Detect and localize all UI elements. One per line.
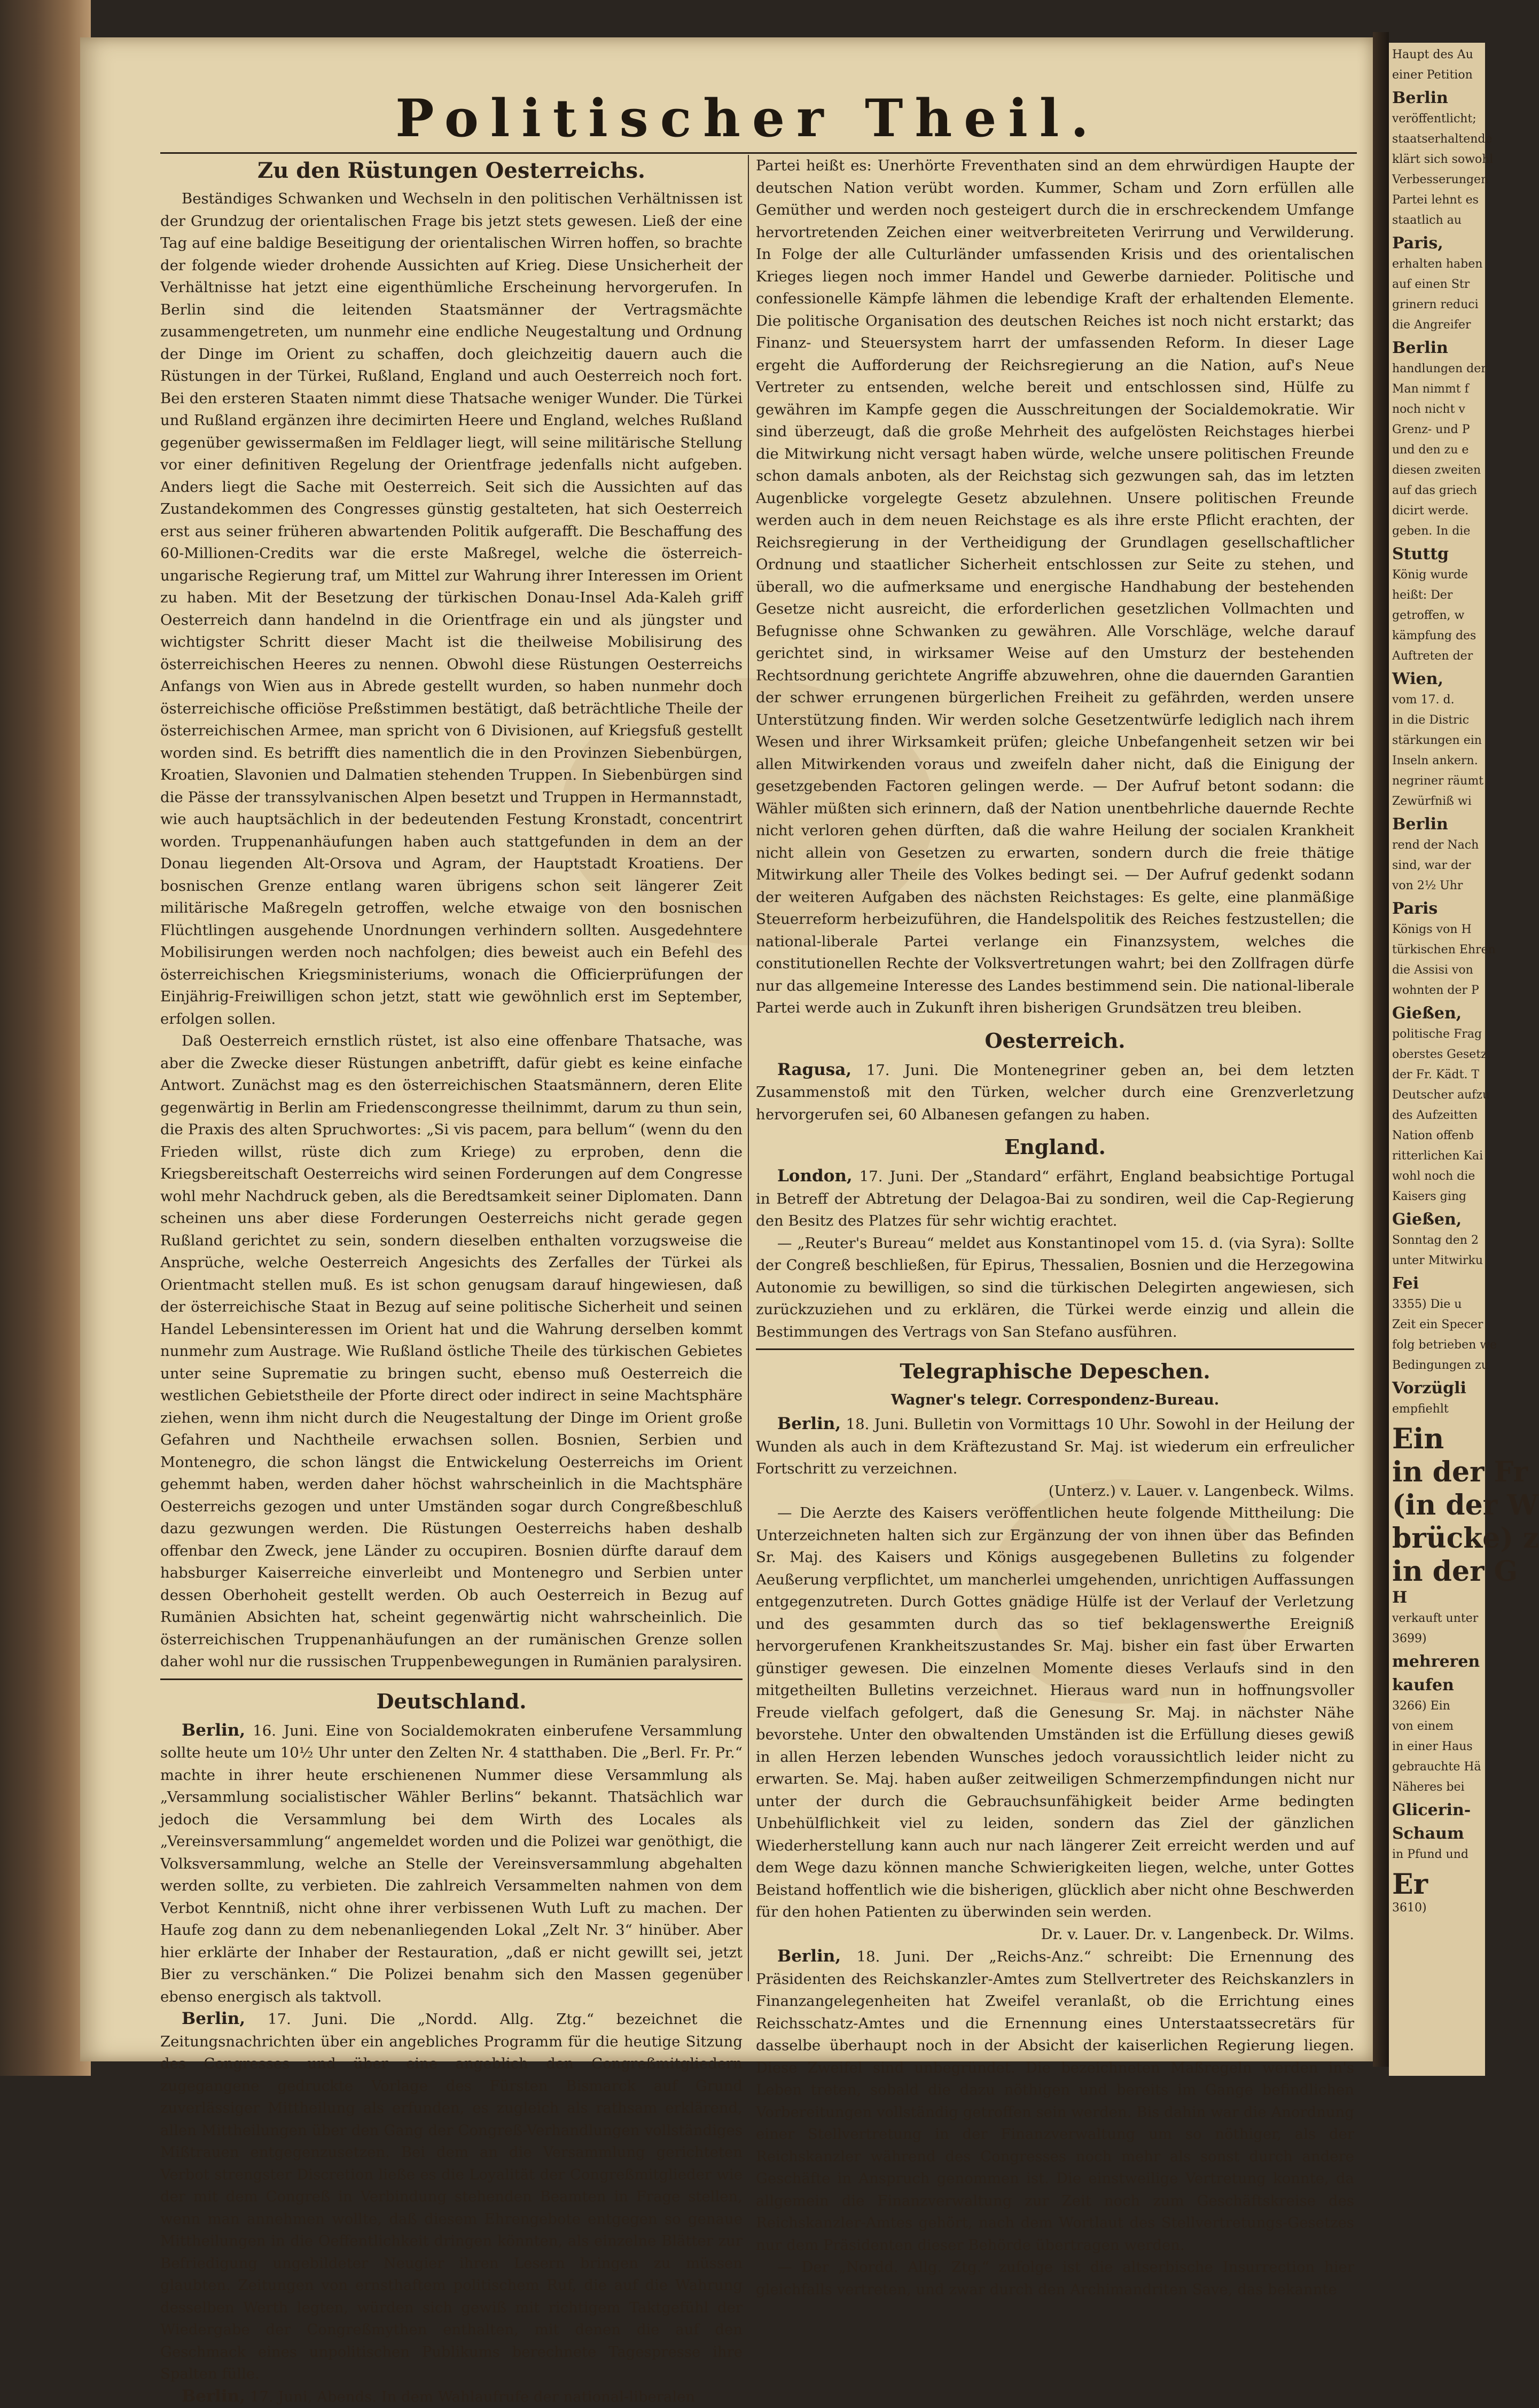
next-page-text: getroffen, w [1392,609,1464,622]
next-page-text: Zeit ein Specer [1392,1318,1483,1331]
news-text: 17. Juni. Die „Nordd. Allg. Ztg.“ bezeichnet die Zeitungsnachrichten über ein angebliches Programm für die heutige Sitzung des Congresses und über eine angeblich den Congreßmitgliedern zugegangene gedruckte Vorlage des Fürsten Bismarck auf Grund zuverlässiger Mittheilung als erfunden, es zugleich als rathsam erklärend, allen Mittheilungen über den Gang der Congreß-Verhandlungen vollständiges Mißtrauen entgegenzusetzen. Bei dem an die Versammlung gerichteten Verbot strengster Discretion ließe es die Loyalität der Congreßmitglieder wie der mit dem Congreß in Verbindung stehenden Beamten in Frage stellen, wenn man annehmen wollte, daß diesem Ehrengebote entgegen so genaue Mittheilungen in die Oeffentlichkeit dringen könnten, als einzelne Blätter zur Befriedigung ungebildeter Neugier ihren Lesern bringen zu müssen glaubten. Zeitungen von ernsthaftem politischem Ruf, die auf die Wahrung desselben Werth legten, würden sich gewiß mit richtigem Taktgefühl der Wiedergabe der Congreßmythen enthalten, mit denen die auf den Geschmack eines unpolitischen Publikums berechnete Tagespresse ihre Spalten fülle. [160,2011,743,2382]
next-page-text: Nation offenb [1392,1129,1474,1142]
next-page-text: gebrauchte Hä [1392,1760,1481,1774]
news-text: 16. Juni. Eine von Socialdemokraten einberufene Versammlung sollte heute um 10½ Uhr unter den Zelten Nr. 4 statthaben. Die „Berl. Fr. Pr.“ machte in ihrer heute erschienenen Nummer diese Versammlung als „Versammlung socialistischer Wähler Berlins“ bekannt. Thatsächlich war jedoch die Versammlung bei dem Wirth des Locales als „Vereinsversammlung“ angemeldet worden und die Polizei war genöthigt, die Volksversammlung, welche an Stelle der Vereinsversammlung abgehalten werden sollte, zu verbieten. Die zahlreich Versammelten nahmen von dem Verbot Kenntniß, nicht ohne ihrer verbissenen Wuth Luft zu machen. Der Haufe zog dann zu dem nebenanliegenden Lokal „Zelt Nr. 3“ hinüber. Aber hier erklärte der Inhaber der Restauration, „daß er nicht gewillt sei, jetzt Bier zu verschänken.“ Die Polizei benahm sich den Massen gegenüber ebenso energisch als taktvoll. [160,1722,743,2005]
next-page-text: Er [1392,1868,1428,1901]
next-page-text: Sonntag den 2 [1392,1234,1479,1247]
news-item [756,1946,1354,2256]
next-page-text: in der Fr [1392,1456,1528,1488]
next-page-text: wohnten der P [1392,984,1479,997]
next-page-text: (in der W [1392,1489,1538,1521]
dateline: Berlin, [777,1414,841,1433]
next-page-text: oberstes Gesetz. [1392,1048,1491,1061]
next-page-text: Haupt des Au [1392,48,1473,61]
next-page-text: einer Petition [1392,68,1473,82]
next-page-text: in Pfund und [1392,1848,1468,1861]
next-page-text: in die Distric [1392,713,1469,727]
next-page-text: geben. In die [1392,524,1470,538]
next-page-text: ritterlichen Kai [1392,1149,1483,1163]
adjacent-page-fragment [1389,43,1485,2076]
next-page-text: 3699) [1392,1632,1427,1645]
book-binding [0,0,91,2076]
next-page-text: mehreren [1392,1652,1480,1671]
dateline: Berlin, [182,2387,245,2406]
article-paragraph: Daß Oesterreich ernstlich rüstet, ist also eine offenbare Thatsache, was aber die Zwecke dieser Rüstungen anbetrifft, dafür giebt es keine einfache Antwort. Zunächst mag es den österreichischen Staatsmännern, deren Elite gegenwärtig in Berlin am Friedenscongresse theilnimmt, darum zu thun sein, die Praxis des alten Spruchwortes: „Si vis pacem, para bellum“ (wenn du den Frieden willst, rüste dich zum Kriege) zu erproben, denn die Kriegsbereitschaft Oesterreichs wird seinen Forderungen auf dem Congresse wohl mehr Nachdruck geben, als die Beredtsamkeit seiner Diplomaten. Dann scheinen uns aber diese Forderungen Oesterreichs nicht gerade gegen Rußland gerichtet zu sein, sondern dieselben enthalten vorzugsweise die Ansprüche, welche Oesterreich Angesichts des Zerfalles der Türkei als Orientmacht stellen muß. Es ist schon genugsam darauf hingewiesen, daß der österreichische Staat in Bezug auf seine politische Sicherheit und seinen Handel Lebensinteressen im Orient hat und die Wahrung derselben kommt nunmehr zum Austrage. Wie Rußland östliche Theile des türkischen Gebietes unter seine Suprematie zu bringen sucht, ebenso muß Oesterreich die westlichen Gebietstheile der Pforte direct oder indirect in seine Machtsphäre ziehen, wenn ihm nicht durch die Neugestaltung der Dinge im Orient große Gefahren und Nachtheile erwachsen sollen. Bosnien, Serbien und Montenegro, die schon längst die Entwickelung Oesterreichs im Orient gehemmt haben, werden daher höchst wahrscheinlich in die Machtsphäre Oesterreichs gezogen und unter Umständen sogar durch Congreßbeschluß dazu gezwungen werden. Die Rüstungen Oesterreichs haben deshalb offenbar den Zweck, jene Länder zu occupiren. Bosnien dürfte darauf dem habsburger Kaiserreiche einverleibt und Montenegro und Serbien unter dessen Oberhoheit gestellt werden. Ob auch Oesterreich in Bezug auf Rumänien Absichten hat, scheint gegenwärtig nicht wahrscheinlich. Die österreichischen Truppenanhäufungen an der rumänischen Grenze sollen daher wohl nur die russischen Truppenbewegungen in Rumänien paralysiren. [160,1030,743,1673]
next-page-text: brücke) z [1392,1522,1539,1555]
next-page-text: Paris [1392,899,1438,918]
next-page-text: Fei [1392,1274,1419,1293]
next-page-text: dicirt werde. [1392,504,1468,517]
news-text: 17. Juni. Die Montenegriner geben an, bei dem letzten Zusammenstoß mit den Türken, welcher durch eine Grenzverletzung hervorgerufen sei, 60 Albanesen gefangen zu haben. [756,1062,1354,1123]
section-rule [756,1348,1354,1350]
dateline: Berlin, [182,2009,245,2028]
next-page-text: politische Frag [1392,1027,1482,1041]
next-page-text: klärt sich sowohl [1392,153,1493,166]
page-gutter [1373,32,1389,2067]
next-page-text: rend der Nach [1392,838,1479,852]
section-heading-deutschland: Deutschland. [160,1685,743,1717]
section-heading-oesterreich: Oesterreich. [756,1025,1354,1057]
news-item [756,1165,1354,1233]
next-page-text: H [1392,1588,1407,1607]
next-page-text: die Angreifer [1392,318,1471,332]
next-page-text: die Assisi von [1392,963,1473,977]
next-page-text: Man nimmt f [1392,382,1469,396]
next-page-text: Partei lehnt es [1392,193,1479,207]
next-page-text: König wurde [1392,568,1468,582]
next-page-text: sind, war der [1392,859,1471,872]
next-page-text: Kaisers ging [1392,1190,1466,1203]
next-page-text: Gießen, [1392,1210,1462,1229]
news-item: — Die Aerzte des Kaisers veröffentlichen heute folgende Mittheilung: Die Unterzeichneten halten sich zur Ergänzung der von ihnen über das Befinden Sr. Maj. des Kaisers und Königs ausgegebenen Bulletins zu folgender Aeußerung verpflichtet, um mancherlei umgehenden, unrichtigen Auffassungen entgegenzutreten. Durch Gottes gnädige Hülfe ist der Verlauf der Verletzung und des gesammten durch das so tief beklagenswerthe Ereigniß hervorgerufenen Krankheitszustandes Sr. Maj. bisher ein fast über Erwarten günstiger gewesen. Die einzelnen Momente dieses Verlaufs sind in den mitgetheilten Bulletins verzeichnet. Hieraus ward nun in hoffnungsvoller Freude vielfach gefolgert, daß die Genesung Sr. Maj. in nächster Nähe bevorstehe. Unter den obwaltenden Umständen ist die Erfüllung dieses gewiß in allen Herzen lebenden Wunsches jedoch voraussichtlich leider nicht zu erwarten. Se. Maj. haben außer zeitweiligen Schmerzempfindungen nicht nur unter der durch die Gebrauchsunfähigkeit beider Arme bedingten Unbehülflichkeit viel zu leiden, sondern das Ziel der gänzlichen Wiederherstellung kann auch nur nach längerer Zeit erreicht werden und auf dem Wege dazu können manche Schwierigkeiten liegen, welche, unter Gottes Beistand hoffentlich wie die bisherigen, glücklich aber nicht ohne Beschwerden für den hohen Patienten zu überwinden sein werden. [756,1502,1354,1924]
next-page-text: vom 17. d. [1392,693,1455,707]
article-paragraph: Beständiges Schwanken und Wechseln in den politischen Verhältnissen ist der Grundzug der orientalischen Frage bis jetzt stets gewesen. Ließ der eine Tag auf eine baldige Beseitigung der orientalischen Wirren hoffen, so brachte der folgende wieder drohende Aussichten auf Krieg. Diese Unsicherheit der Verhältnisse hat jetzt eine eigenthümliche Erscheinung hervorgerufen. In Berlin sind die leitenden Staatsmänner der Vertragsmächte zusammengetreten, um nunmehr eine endliche Neugestaltung und Ordnung der Dinge im Orient zu schaffen, doch gleichzeitig dauern auch die Rüstungen in der Türkei, Rußland, England und auch Oesterreich noch fort. Bei den ersteren Staaten nimmt diese Thatsache weniger Wunder. Die Türkei und Rußland ergänzen ihre decimirten Heere und England, welches Rußland gegenüber gewissermaßen im Feldlager liegt, will seine militärische Stellung vor einer definitiven Regelung der Orientfrage jedenfalls nicht aufgeben. Anders liegt die Sache mit Oesterreich. Seit sich die Aussichten auf das Zustandekommen des Congresses günstig gestalteten, hat sich Oesterreich erst aus seiner früheren abwartenden Politik aufgerafft. Die Beschaffung des 60-Millionen-Credits war die erste Maßregel, welche die österreich-ungarische Regierung traf, um Mittel zur Wahrung ihrer Interessen im Orient zu haben. Mit der Besetzung der türkischen Donau-Insel Ada-Kaleh griff Oesterreich dann handelnd in die Orientfrage ein und als jüngster und wichtigster Schritt dieser Macht ist die theilweise Mobilisirung des österreichischen Heeres zu nennen. Obwohl diese Rüstungen Oesterreichs Anfangs von Wien aus in Abrede gestellt wurden, so haben nunmehr doch österreichische officiöse Preßstimmen bestätigt, daß beträchtliche Theile der österreichischen Armee, man spricht von 6 Divisionen, auf Kriegsfuß gestellt worden sind. Es betrifft dies namentlich die in den Provinzen Siebenbürgen, Kroatien, Slavonien und Dalmatien stehenden Truppen. In Siebenbürgen sind die Pässe der transsylvanischen Alpen besetzt und Truppen in Hermannstadt, wie auch hauptsächlich in der bedeutenden Festung Kronstadt, concentrirt worden. Truppenanhäufungen haben auch stattgefunden in dem an der Donau liegenden Alt-Orsova und Agram, der Hauptstadt Kroatiens. Der bosnischen Grenze entlang waren übrigens schon seit längerer Zeit militärische Maßregeln getroffen, welche etwaige von den bosnischen Flüchtlingen ausgehende Unordnungen verhindern sollten. Ausgedehntere Mobilisirungen werden noch nachfolgen; dies beweist auch ein Befehl des österreichischen Kriegsministeriums, wonach die Officierprüfungen der Einjährig-Freiwilligen schon jetzt, statt wie gewöhnlich erst im September, erfolgen sollen. [160,188,743,1030]
next-page-text: negriner räumt [1392,774,1483,788]
news-item [756,1413,1354,1480]
agency-line: Wagner's telegr. Correspondenz-Bureau. [756,1390,1354,1411]
next-page-text: Näheres bei [1392,1780,1465,1794]
next-page-text: und den zu e [1392,443,1468,457]
next-page-text: Inseln ankern. [1392,754,1478,767]
next-page-text: Vorzügli [1392,1379,1466,1398]
section-heading-telegraph: Telegraphische Depeschen. [756,1355,1354,1387]
right-column [756,155,1354,2301]
news-item [160,1720,743,2009]
next-page-text: Auftreten der [1392,649,1473,663]
next-page-text: Paris, [1392,234,1443,253]
news-item: — „Reuter's Bureau“ meldet aus Konstantinopel vom 15. d. (via Syra): Sollte der Congreß beschließen, für Epirus, Thessalien, Bosnien und die Herzegowina Autonomie zu bewilligen, so sind die türkischen Delegirten angewiesen, sich zurückzuziehen und zu erklären, die Türkei werde einzig und allein die Bestimmungen des Vertrags von San Stefano ausführen. [756,1233,1354,1344]
dateline: Berlin, [777,1947,841,1966]
next-page-text: des Aufzeitten [1392,1109,1478,1122]
next-page-text: in der G [1392,1555,1518,1588]
signature-line: (Unterz.) v. Lauer. v. Langenbeck. Wilms. [756,1480,1354,1503]
next-page-text: Zewürfniß wi [1392,795,1472,808]
section-masthead: Politischer Theil. [374,88,1122,148]
section-rule [160,1678,743,1680]
news-item: — Der „Nordd. Allg. Ztg.“ zufolge ist die altserbische Insurrection hier gleichfalls vertreten, und zwar durch den Archimandriten Save, das bekannte [756,2256,1354,2301]
next-page-text: verkauft unter [1392,1612,1478,1625]
signature-line: Dr. v. Lauer. Dr. v. Langenbeck. Dr. Wilms. [756,1924,1354,1946]
next-page-text: erhalten haben [1392,257,1482,271]
next-page-text: Berlin [1392,339,1448,357]
dateline: London, [777,1166,853,1186]
next-page-text: türkischen Ehren [1392,943,1496,956]
article-continuation: Partei heißt es: Unerhörte Freventhaten sind an dem ehrwürdigen Haupte der deutschen Nation verübt worden. Kummer, Scham und Zorn erfüllen alle Gemüther und werden noch gesteigert durch die in erschreckendem Umfange hervortretenden Zeichen einer weitverbreiteten Verirrung und Verwilderung. In Folge der alle Culturländer umfassenden Krisis und des orientalischen Krieges liegen noch immer Handel und Gewerbe darnieder. Politische und confessionelle Kämpfe lähmen die lebendige Kraft der erhaltenden Elemente. Die politische Organisation des deutschen Reiches ist noch nicht erstarkt; das Finanz- und Steuersystem harrt der umfassenden Reform. In dieser Lage ergeht die Aufforderung der Reichsregierung an die Nation, auf's Neue Vertreter zu entsenden, welche bereit und entschlossen sind, Hülfe zu gewähren im Kampfe gegen die Ausschreitungen der Socialdemokratie. Wir sind überzeugt, daß die große Mehrheit des aufgelösten Reichstages hierbei die Mitwirkung nicht versagt haben würde, welche unsere politischen Freunde schon damals anboten, als der Reichstag sich gezwungen sah, das im letzten Augenblicke vorgelegte Gesetz abzulehnen. Unsere politischen Freunde werden auch in dem neuen Reichstage es als ihre erste Pflicht erachten, der Reichsregierung in der Vertheidigung der Grundlagen gesellschaftlicher Ordnung und staatlicher Sicherheit entschlossen zur Seite zu stehen, und überall, wo die aufmerksame und energische Handhabung der bestehenden Gesetze nicht ausreicht, die erforderlichen gesetzlichen Vollmachten und Befugnisse ohne Schwanken zu gewähren. Alle Vorschläge, welche darauf gerichtet sind, in wirksamer Weise auf den Umsturz der bestehenden Rechtsordnung gerichtete Angriffe abzuwehren, ohne die dauernden Garantien der schwer errungenen bürgerlichen Freiheit zu gefährden, werden unsere Unterstützung finden. Wir werden solche Gesetzentwürfe lediglich nach ihrem Wesen und ihrer Wirksamkeit prüfen; gleiche Unbefangenheit setzen wir bei allen Mitwirkenden voraus und zweifeln daher nicht, daß die Einigung der gesetzgebenden Factoren gelingen werde. — Der Aufruf betont sodann: die Wähler müßten sich erinnern, daß der Nation unentbehrliche dauernde Rechte nicht verloren gehen dürften, daß die wahre Heilung der socialen Krankheit nicht allein von Gesetzen zu erwarten, sondern durch die freie thätige Mitwirkung aller Theile des Volkes bedingt sei. — Der Aufruf gedenkt sodann der weiteren Aufgaben des nächsten Reichstages: Es gelte, eine planmäßige Steuerreform herbeizuführen, die Handelspolitik des Reiches festzustellen; die national-liberale Partei verlange ein Finanzsystem, welches die constitutionellen Rechte der Volksvertretungen wahrt; bei den Zollfragen dürfe nur das allgemeine Interesse des Landes bestimmend sein. Die national-liberale Partei werde auch in Zukunft ihren bisherigen Grundsätzen treu bleiben. [756,155,1354,1019]
next-page-text: Königs von H [1392,923,1472,936]
column-divider [748,155,749,1981]
news-text: 18. Juni. Der „Reichs-Anz.“ schreibt: Die Ernennung des Präsidenten des Reichskanzler-Amtes zum Stellvertreter des Reichskanzlers in Finanzangelegenheiten hat Zweifel veranlaßt, ob die Errichtung eines Reichsschatz-Amtes und die Ernennung eines Unterstaatssecretärs für dasselbe überhaupt noch in der Absicht der kaiserlichen Regierung liegen. Diese Zweifel sind unbegründet. Die bezeichneten Maßregeln werden in's Leben treten, sobald die dazu nöthigen und bereits im Gange befindlichen Vorbereitungen vollständig getroffen sein werden. Bis dahin war die Anordnung einer Stellvertretung in der Finanzverwaltung um so nöthiger, als der Reichskanzler während des Congresses noch mehr als sonst durch andere Geschäfte in Anspruch genommen ist. Die einstweilige Vertretung konnte, da allgemein die Finanzverwaltung zur Zeit noch zum Geschäftskreise des Reichskanzler-Amtes gehört, nach dem Wortlaut des Stellvertretungs-Gesetzes nur dem Präsidenten dieser Behörde übertragen werden. [756,1948,1354,2254]
next-page-text: empfiehlt [1392,1402,1449,1416]
next-page-text: stärkungen ein [1392,734,1482,747]
news-text: 17. Juni, Abends. In dem Wahlaufrufe der national-liberalen [245,2388,695,2405]
next-page-text: veröffentlicht; [1392,112,1476,126]
next-page-text: auf das griech [1392,484,1477,497]
next-page-text: von einem [1392,1720,1454,1733]
next-page-text: in einer Haus [1392,1740,1473,1753]
dateline: Berlin, [182,1721,245,1740]
next-page-text: Stuttg [1392,545,1449,563]
next-page-text: der Fr. Kädt. T [1392,1068,1479,1081]
next-page-text: diesen zweiten [1392,464,1481,477]
next-page-text: unter Mitwirku [1392,1254,1483,1267]
next-page-text: staatlich au [1392,214,1462,227]
next-page-text: kaufen [1392,1676,1454,1695]
next-page-text: 3355) Die u [1392,1298,1462,1311]
news-text: 17. Juni. Der „Standard“ erfährt, England beabsichtige Portugal in Betreff der Abtretung der Delagoa-Bai zu sondiren, weil die Cap-Regierung den Besitz des Platzes für sehr wichtig erachtet. [756,1168,1354,1229]
next-page-text: kämpfung des [1392,629,1476,642]
next-page-text: Wien, [1392,670,1443,688]
next-page-text: handlungen der [1392,362,1487,375]
news-text: 18. Juni. Bulletin von Vormittags 10 Uhr. Sowohl in der Heilung der Wunden als auch in dem Kräftezustand Sr. Maj. ist wiederum ein erfreulicher Fortschritt zu verzeichnen. [756,1416,1354,1477]
next-page-text: staatserhaltende [1392,132,1492,146]
news-item [160,2008,743,2386]
next-page-text: Grenz- und P [1392,423,1470,436]
next-page-text: Schaum [1392,1824,1464,1843]
next-page-text: Berlin [1392,815,1448,834]
news-item [160,2386,743,2408]
next-page-text: Gießen, [1392,1004,1462,1023]
news-item [756,1059,1354,1126]
next-page-text: 3266) Ein [1392,1699,1450,1713]
next-page-text: Verbesserungen [1392,173,1488,186]
next-page-text: Glicerin- [1392,1801,1471,1819]
section-heading-england: England. [756,1131,1354,1163]
next-page-text: heißt: Der [1392,589,1452,602]
next-page-text: auf einen Str [1392,278,1470,291]
next-page-text: Berlin [1392,89,1448,107]
next-page-text: folg betrieben we [1392,1338,1497,1352]
next-page-text: grinern reduci [1392,298,1479,311]
dateline: Ragusa, [777,1060,851,1079]
article-headline: Zu den Rüstungen Oesterreichs. [160,157,743,185]
next-page-text: von 2½ Uhr [1392,879,1463,892]
next-page-text: Bedingungen zu [1392,1359,1489,1372]
next-page-text: noch nicht v [1392,403,1465,416]
masthead-rule [160,152,1357,154]
next-page-text: Ein [1392,1423,1444,1455]
next-page-text: Deutscher aufzu [1392,1088,1490,1102]
next-page-text: wohl noch die [1392,1170,1475,1183]
next-page-text: 3610) [1392,1901,1427,1915]
left-column [160,155,743,2408]
